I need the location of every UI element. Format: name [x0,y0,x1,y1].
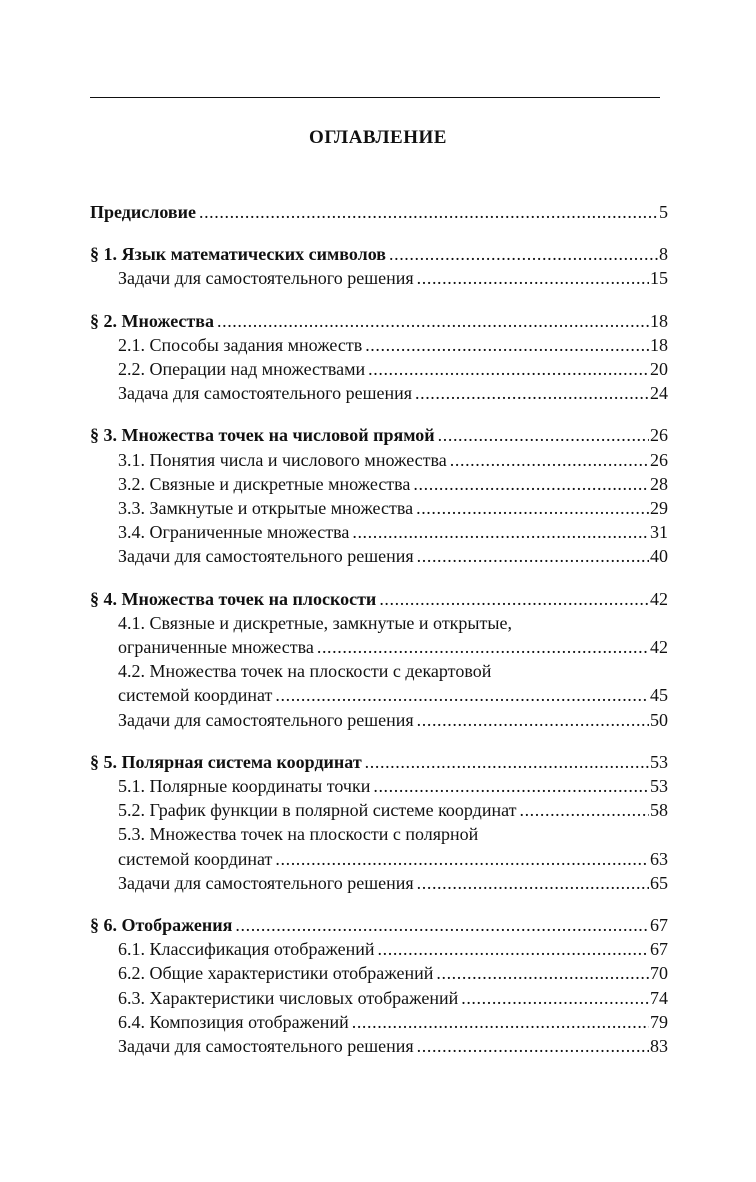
toc-entry-title: Задачи для самостоятельного решения [118,1036,414,1057]
dot-leader [373,774,649,798]
toc-entry-title: Задачи для самостоятельного решения [118,872,414,893]
toc-page-number: 50 [650,709,668,730]
top-rule [90,97,660,98]
toc-section [90,587,668,732]
toc-entry[interactable] [90,635,668,659]
toc-entry-preface[interactable] [90,200,668,224]
dot-leader [275,683,649,707]
toc-page-number: 67 [650,939,668,960]
toc-entry[interactable] [90,683,668,707]
toc-section-heading[interactable] [90,587,668,611]
toc-page-number: 45 [650,685,668,706]
dot-leader [235,913,649,937]
toc-entry-title: Задачи для самостоятельного решения [118,546,414,567]
dot-leader [199,200,658,224]
dot-leader [519,798,649,822]
toc-entry[interactable] [90,357,668,381]
toc-entry-title: 5.1. Полярные координаты точки [118,776,371,797]
toc-page-number: 31 [650,522,668,543]
dot-leader [365,333,649,357]
toc-section [90,309,668,406]
dot-leader [436,961,649,985]
dot-leader [450,448,649,472]
toc-section [90,913,668,1058]
toc-page-number: 63 [650,848,668,869]
dot-leader [379,587,649,611]
toc-entry[interactable] [90,986,668,1010]
table-of-contents [90,200,668,1076]
toc-entry-title: Предисловие [90,202,196,222]
toc-entry[interactable] [90,798,668,822]
toc-page-number: 74 [650,987,668,1008]
toc-entry-title: § 4. Множества точек на плоскости [90,588,377,609]
toc-page-number: 20 [650,359,668,380]
toc-page-number: 28 [650,473,668,494]
toc-page-number: 65 [650,872,668,893]
dot-leader [352,520,649,544]
toc-entry[interactable] [90,1010,668,1034]
toc-page-number: 42 [650,588,668,609]
dot-leader [416,496,649,520]
toc-page-number: 40 [650,546,668,567]
toc-section [90,423,668,568]
toc-entry-title: 6.3. Характеристики числовых отображений [118,987,459,1008]
toc-page-number: 83 [650,1036,668,1057]
dot-leader [417,871,649,895]
dot-leader [417,544,649,568]
toc-entry-title: Задачи для самостоятельного решения [118,709,414,730]
toc-entry-title: 6.2. Общие характеристики отображений [118,963,434,984]
toc-entry-title: ограниченные множества [118,637,314,658]
toc-page-number: 70 [650,963,668,984]
dot-leader [389,242,658,266]
dot-leader [368,357,649,381]
toc-entry-first-line[interactable]: 5.3. Множества точек на плоскости с полярной [118,824,479,845]
toc-entry-title: Задача для самостоятельного решения [118,383,412,404]
toc-page-number: 53 [650,776,668,797]
dot-leader [417,708,649,732]
toc-page-number: 18 [650,334,668,355]
toc-entry-title: 3.3. Замкнутые и открытые множества [118,498,414,519]
toc-entry[interactable] [90,937,668,961]
toc-entry[interactable] [90,520,668,544]
toc-entry-title: 5.2. График функции в полярной системе координат [118,800,517,821]
toc-page-number: 15 [650,268,668,289]
toc-entry-first-line[interactable]: 4.1. Связные и дискретные, замкнутые и открытые, [118,612,512,633]
dot-leader [415,381,649,405]
toc-entry[interactable] [90,774,668,798]
page-title: ОГЛАВЛЕНИЕ [309,127,447,148]
toc-section-heading[interactable] [90,750,668,774]
toc-page-number: 5 [659,202,668,222]
toc-page-number: 58 [650,800,668,821]
toc-section [90,750,668,895]
dot-leader [317,635,649,659]
toc-entry-title: § 2. Множества [90,310,214,331]
toc-entry[interactable] [90,333,668,357]
toc-entry-title: 3.2. Связные и дискретные множества [118,473,411,494]
dot-leader [461,986,649,1010]
toc-entry[interactable] [90,448,668,472]
toc-entry[interactable] [90,708,668,732]
dot-leader [417,1034,649,1058]
dot-leader [365,750,649,774]
toc-entry[interactable] [90,472,668,496]
toc-section-heading[interactable] [90,242,668,266]
toc-entry[interactable] [90,961,668,985]
toc-entry-title: § 6. Отображения [90,915,233,936]
toc-entry[interactable] [90,266,668,290]
toc-entry-title: § 1. Язык математических символов [90,244,386,265]
toc-page-number: 79 [650,1011,668,1032]
toc-entry-title: 3.4. Ограниченные множества [118,522,350,543]
toc-section-heading[interactable] [90,913,668,937]
toc-section-heading[interactable] [90,423,668,447]
dot-leader [275,847,649,871]
toc-entry-title: 6.1. Классификация отображений [118,939,375,960]
toc-page-number: 18 [650,310,668,331]
toc-page-number: 8 [659,244,668,265]
dot-leader [417,266,649,290]
toc-page-number: 24 [650,383,668,404]
toc-section [90,242,668,290]
toc-preface [90,200,668,224]
toc-section-heading[interactable] [90,309,668,333]
toc-sections [90,242,668,1058]
toc-entry-title: Задачи для самостоятельного решения [118,268,414,289]
toc-entry-title: 3.1. Понятия числа и числового множества [118,449,447,470]
toc-page-number: 29 [650,498,668,519]
toc-entry[interactable] [90,871,668,895]
toc-page-number: 26 [650,449,668,470]
toc-page-number: 42 [650,637,668,658]
dot-leader [413,472,649,496]
dot-leader [217,309,649,333]
toc-entry-title: системой координат [118,685,273,706]
toc-entry[interactable] [90,1034,668,1058]
toc-entry-first-line[interactable]: 4.2. Множества точек на плоскости с декартовой [118,661,492,682]
toc-page-number: 67 [650,915,668,936]
toc-entry-title: 6.4. Композиция отображений [118,1011,349,1032]
toc-entry[interactable] [90,847,668,871]
toc-entry-title: 2.2. Операции над множествами [118,359,366,380]
toc-entry-title: § 3. Множества точек на числовой прямой [90,425,435,446]
toc-page-number: 26 [650,425,668,446]
toc-entry-title: системой координат [118,848,273,869]
dot-leader [352,1010,649,1034]
dot-leader [438,423,649,447]
toc-entry[interactable] [90,496,668,520]
toc-entry-title: § 5. Полярная система координат [90,751,362,772]
toc-entry-title: 2.1. Способы задания множеств [118,334,363,355]
toc-entry[interactable] [90,381,668,405]
dot-leader [378,937,649,961]
toc-entry[interactable] [90,544,668,568]
toc-page-number: 53 [650,751,668,772]
